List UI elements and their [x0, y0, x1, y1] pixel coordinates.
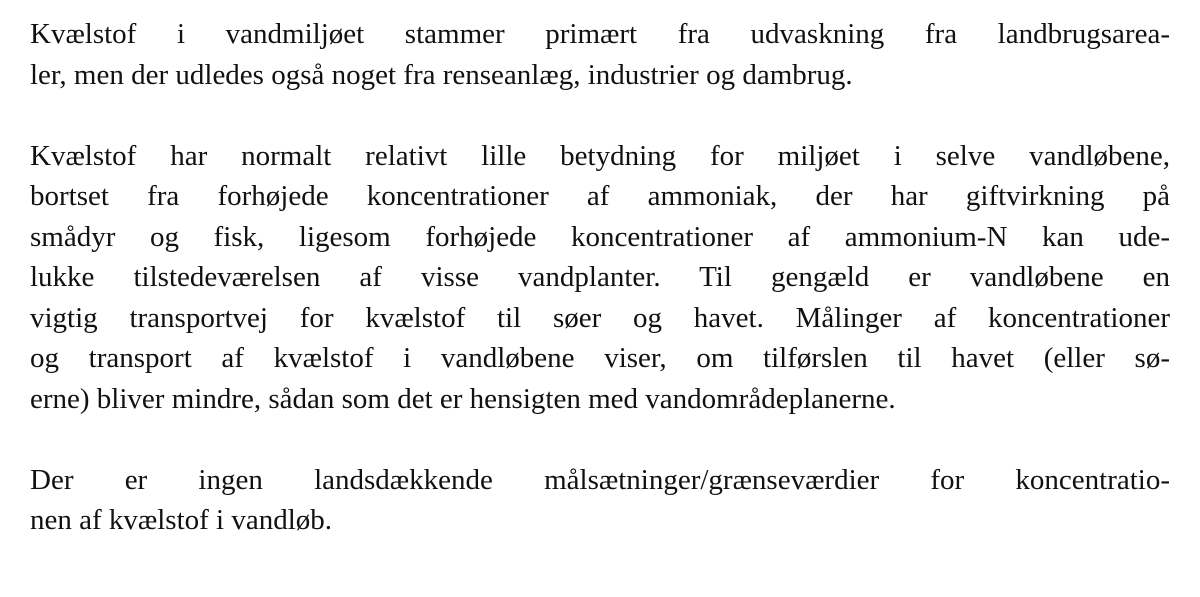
text-line: Kvælstof har normalt relativt lille betydning for miljøet i selve vandløbene,	[30, 139, 1170, 172]
text-line: og transport af kvælstof i vandløbene viser, om tilførslen til havet (eller sø-	[30, 342, 1170, 374]
document-body	[30, 14, 1170, 581]
text-line: erne) bliver mindre, sådan som det er hensigten med vandområdeplanerne.	[30, 382, 896, 415]
text-line: bortset fra forhøjede koncentrationer af ammoniak, der har giftvirkning på	[30, 180, 1170, 212]
text-line: lukke tilstedeværelsen af visse vandplanter. Til gengæld er vandløbene en	[30, 261, 1170, 293]
text-line: ler, men der udledes også noget fra renseanlæg, industrier og dambrug.	[30, 58, 853, 91]
text-line: nen af kvælstof i vandløb.	[30, 504, 333, 536]
paragraph-no-national-targets	[30, 460, 1170, 541]
paragraph-nitrogen-significance	[30, 136, 1170, 420]
paragraph-nitrogen-sources	[30, 14, 1170, 95]
text-line: smådyr og fisk, ligesom forhøjede koncentrationer af ammonium-N kan ude-	[30, 220, 1170, 253]
text-line: Der er ingen landsdækkende målsætninger/grænseværdier for koncentratio-	[30, 463, 1170, 496]
text-line: vigtig transportvej for kvælstof til søer og havet. Målinger af koncentrationer	[30, 301, 1170, 334]
text-line: Kvælstof i vandmiljøet stammer primært fra udvaskning fra landbrugsarea-	[30, 18, 1170, 50]
